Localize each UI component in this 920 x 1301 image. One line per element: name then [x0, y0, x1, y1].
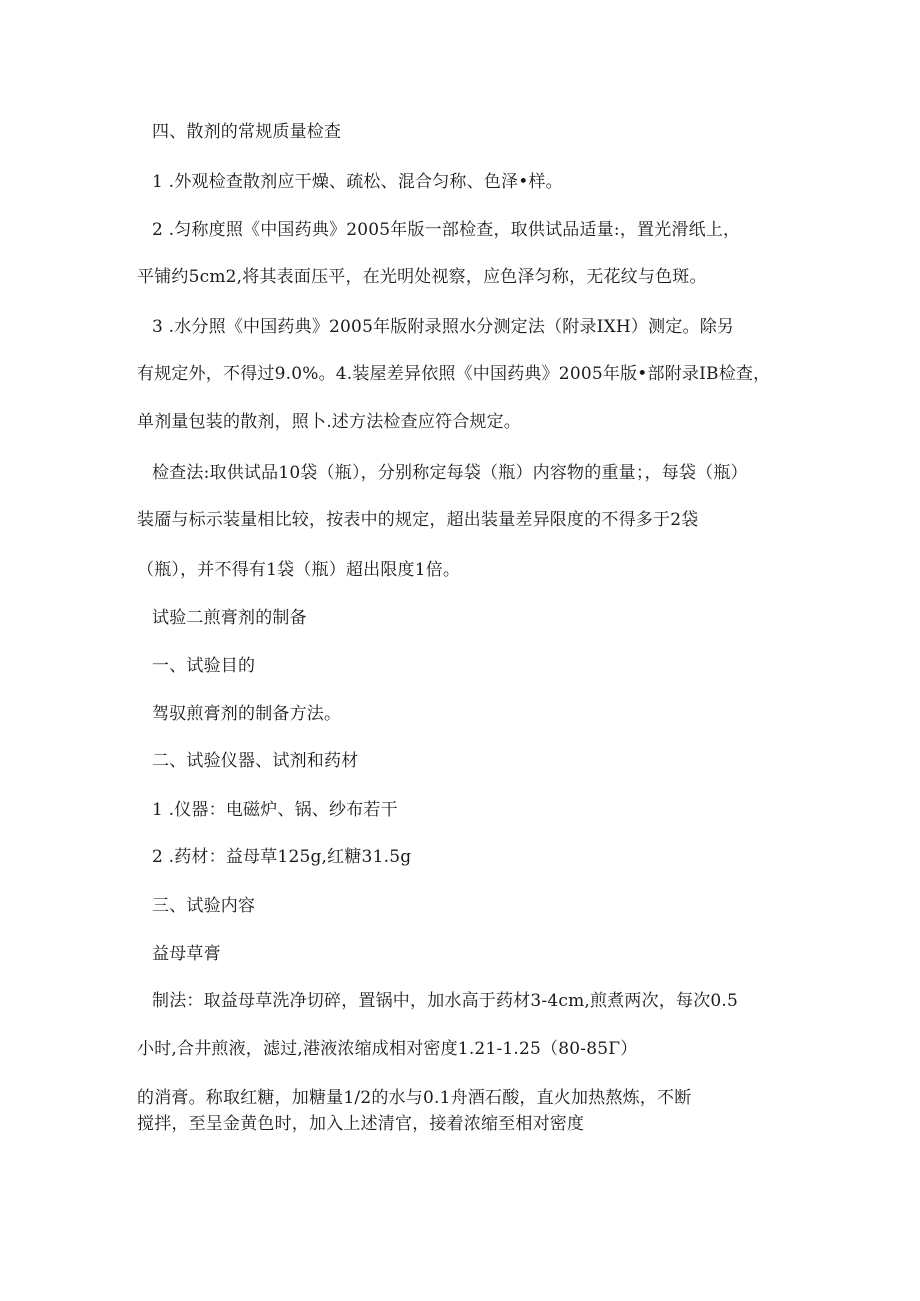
paragraph-moisture-line-2: 有规定外，不得过9.0%。4.装屋差异依照《中国药典》2005年版•部附录IB检查， [137, 364, 771, 384]
paragraph-preparation-line-1: 制法：取益母草洗净切碎，置锅中，加水高于药材3-4cm,煎煮两次，每次0.5 [152, 991, 739, 1011]
experiment-two-title: 试验二煎膏剂的制备 [152, 608, 307, 628]
paragraph-inspection-method-line-1: 检查法:取供试品10袋（瓶），分别称定每袋（瓶）内容物的重量；，每袋（瓶） [152, 463, 748, 483]
paragraph-appearance-check: 1 .外观检查散剂应干燥、疏松、混合匀称、色泽•样。 [152, 172, 563, 192]
section-heading-content: 三、试验内容 [152, 896, 256, 916]
paragraph-inspection-method-line-3: （瓶），并不得有1袋（瓶）超出限度1倍。 [137, 560, 461, 580]
paragraph-preparation-line-4: 搅拌，至呈金黄色时，加入上述清官，接着浓缩至相对密度 [137, 1114, 585, 1134]
paragraph-objective: 驾驭煎膏剂的制备方法。 [152, 704, 342, 724]
paragraph-moisture-line-3: 单剂量包装的散剂，照卜.述方法检查应符合规定。 [137, 412, 522, 432]
list-item-instruments: 1 .仪器：电磁炉、锅、纱布若干 [152, 800, 398, 820]
list-item-materials: 2 .药材：益母草125g,红糖31.5g [152, 847, 412, 867]
paragraph-preparation-line-2: 小时,合井煎液，滤过,港液浓缩成相对密度1.21-1.25（80-85Γ） [137, 1039, 638, 1059]
section-heading-quality-check: 四、散剂的常规质量检查 [152, 122, 342, 142]
subheading-motherwort-paste: 益母草膏 [152, 944, 221, 964]
section-heading-instruments: 二、试验仪器、试剂和药材 [152, 751, 359, 771]
section-heading-objective: 一、试验目的 [152, 656, 256, 676]
paragraph-uniformity-line-1: 2 .匀称度照《中国药典》2005年版一部检查，取供试品适量:，置光滑纸上， [152, 220, 741, 240]
paragraph-moisture-line-1: 3 .水分照《中国药典》2005年版附录照水分测定法（附录IXH）测定。除另 [152, 317, 735, 337]
paragraph-preparation-line-3: 的消膏。称取红糖，加糖量1/2的水与0.1舟酒石酸，直火加热熬炼，不断 [137, 1088, 692, 1108]
paragraph-inspection-method-line-2: 装靥与标示装量相比较，按表中的规定，超出装量差异限度的不得多于2袋 [137, 510, 699, 530]
paragraph-uniformity-line-2: 平铺约5cm2,将其表面压平，在光明处视察，应色泽匀称，无花纹与色斑。 [137, 267, 707, 287]
